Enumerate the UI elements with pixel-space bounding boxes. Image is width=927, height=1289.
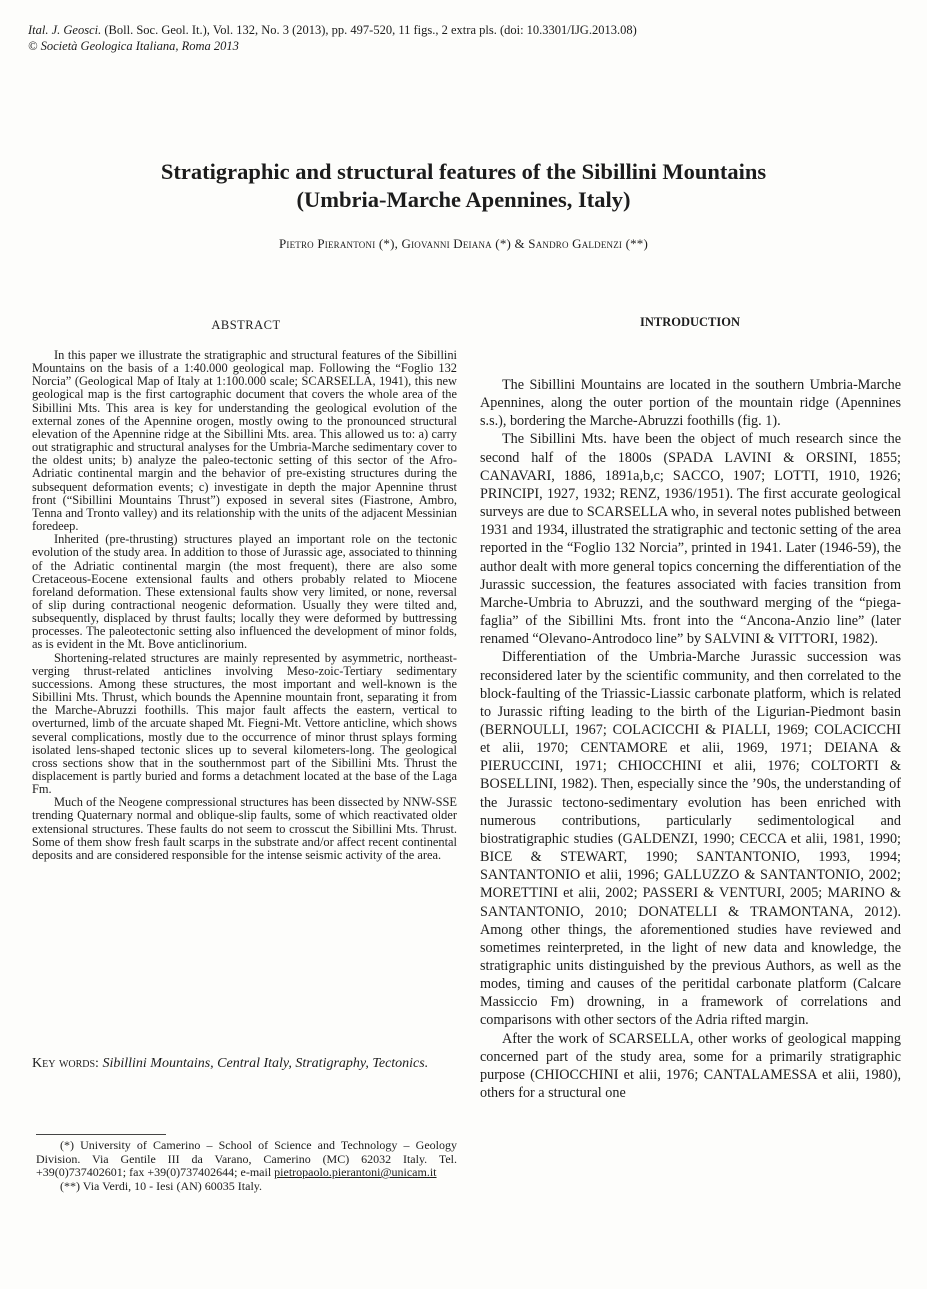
abstract-paragraph-1: In this paper we illustrate the stratigraphic and structural features of the Sibillini Mountains on the basis of a 1:40.000 geological map. Following the “Foglio 132 Norcia” (Geological Map of Italy at 1:100.000 scale; SCARSELLA, 1941), this new geological map is the first cartographic document that covers the whole area of the Sibillini Mts. This area is key for understanding the geological evolution of the external zones of the Apennine orogen, mostly owing to the pronounced structural elevation of the Apennine ridge at the Sibillini Mts. area. This allowed us to: a) carry out stratigraphic and structural analyses for the Umbria-Marche sedimentary cover to the oldest units; b) analyze the paleo-tectonic setting of this sector of the Afro-Adriatic continental margin and the behavior of pre-existing structures during the subsequent deformation events; c) investigate in depth the major Apennine thrust front (“Sibillini Mountains Thrust”) exposed in several sites (Fiastrone, Ambro, Tenna and Tronto valley) and its relationship with the units of the adjacent Messinian foredeep. (32, 348, 457, 534)
title-line-2: (Umbria-Marche Apennines, Italy) (296, 187, 631, 212)
introduction-paragraph-4: After the work of SCARSELLA, other works of geological mapping concerned part of the study area, some for a primarily stratigraphic purpose (CHIOCCHINI et alii, 1976; CANTALAMESSA et alii, 1980), others for a structural one (480, 1030, 901, 1102)
keywords-text: Sibillini Mountains, Central Italy, Stratigraphy, Tectonics. (102, 1056, 429, 1071)
footnote-1-text: (*) University of Camerino – School of Science and Technology – Geology Division. Via Gentile III da Varano, Camerino (MC) 62032 Italy. Tel. +39(0)737402601; fax +39(0)737402644; e-mail (36, 1138, 457, 1179)
introduction-body (480, 376, 901, 1102)
citation-details: (Boll. Soc. Geol. It.), Vol. 132, No. 3 (2013), pp. 497-520, 11 figs., 2 extra pls. (doi: 10.3301/IJG.2013.08) (101, 23, 637, 37)
introduction-heading: INTRODUCTION (639, 315, 740, 329)
abstract-heading: ABSTRACT (211, 318, 281, 332)
footnotes (36, 1139, 457, 1193)
title-line-1: Stratigraphic and structural features of the Sibillini Mountains (160, 159, 767, 184)
introduction-paragraph-3: Differentiation of the Umbria-Marche Jurassic succession was reconsidered later by the scientific community, and then correlated to the block-faulting of the Triassic-Liassic carbonate platform, which is related to Jurassic rifting leading to the birth of the Ligurian-Piedmont basin (BERNOULLI, 1967; COLACICCHI & PIALLI, 1969; COLACICCHI et alii, 1970; CENTAMORE et alii, 1969, 1971; DEIANA & PIERUCCINI, 1971; CHIOCCHINI et alii, 1976; COLTORTI & BOSELLINI, 1982). Then, especially since the ’90s, the understanding of the Jurassic tectono-sedimentary evolution has been enriched with numerous contributions, particularly sedimentological and biostratigraphic studies (GALDENZI, 1990; CECCA et alii, 1981, 1990; BICE & STEWART, 1990; SANTANTONIO, 1993, 1994; SANTANTONIO et alii, 1996; GALLUZZO & SANTANTONIO, 2002; MORETTINI et alii, 2002; PASSERI & VENTURI, 2005; MARINO & SANTANTONIO, 2010; DONATELLI & TRAMONTANA, 2012). Among other things, the aforementioned studies have reviewed and sometimes reinterpreted, in the light of new data and knowledge, the stratigraphic units distinguished by the previous Authors, as well as the modes, timing and causes of the peritidal carbonate platform (Calcare Massiccio Fm) drowning, in a framework of correlations and comparisons with other sectors of the Adria rifted margin. (480, 649, 901, 1029)
abstract-paragraph-3: Shortening-related structures are mainly represented by asymmetric, northeast-verging thrust-related anticlines involving Meso-zoic-Tertiary sedimentary successions. Among these structures, the most important and well-known is the Sibillini Mts. Thrust, which bounds the Apennine mountain front, separating it from the Marche-Abruzzi foothills. This major fault affects the eastern, vertical to overturned, limb of the arcuate shaped Mt. Fiegni-Mt. Vettore anticline, which shows several complications, mostly due to the occurrence of minor thrust splays forming isolated lens-shaped tectonic slices up to several kilometers-long. The geological cross sections show that in the southernmost part of the Sibillini Mts. Thrust the displacement is partly buried and forms a detachment located at the base of the Laga Fm. (32, 650, 457, 797)
footnote-affiliation-2: (**) Via Verdi, 10 - Iesi (AN) 60035 Italy. (60, 1178, 263, 1193)
footnote-divider (36, 1134, 166, 1135)
paper-title (70, 158, 857, 214)
introduction-paragraph-1: The Sibillini Mountains are located in the southern Umbria-Marche Apennines, along the outer portion of the mountain ridge (Apennines s.s.), bordering the Marche-Abruzzi foothills (fig. 1). (480, 377, 901, 430)
footnote-affiliation-1 (36, 1139, 457, 1180)
author-email-link[interactable]: pietropaolo.pierantoni@unicam.it (274, 1165, 437, 1179)
journal-name: Ital. J. Geosci. (28, 23, 102, 37)
abstract-body (32, 349, 457, 862)
citation-line (28, 22, 848, 38)
abstract-paragraph-4: Much of the Neogene compressional structures has been dissected by NNW-SSE trending Quaternary normal and oblique-slip faults, some of which reactivated older extensional structures. These faults do not seem to crosscut the Sibillini Mts. Thrust. Some of them show fresh fault scarps in the substrate and/or affect recent continental deposits and are considered responsible for the intense seismic activity of the area. (32, 795, 457, 862)
keywords-label: Key words: (32, 1056, 99, 1071)
copyright-line: © Società Geologica Italiana, Roma 2013 (28, 39, 239, 53)
introduction-paragraph-2: The Sibillini Mts. have been the object of much research since the second half of the 1800s (SPADA LAVINI & ORSINI, 1855; CANAVARI, 1886, 1891a,b,c; SACCO, 1907; LOTTI, 1910, 1926; PRINCIPI, 1927, 1932; RENZ, 1936/1951). The first accurate geological surveys are due to SCARSELLA who, in several notes published between 1931 and 1934, illustrated the stratigraphic and tectonic setting of the area reported in the “Foglio 132 Norcia”, printed in 1941. Later (1946-59), the author dealt with more general topics concerning the differentiation of the Jurassic succession, the features associated with facies transition from Marche-Umbria to Abruzzi, and the southward merging of the “piega-faglia” of the Sibillini Mts. front into the “Ancona-Anzio line” (later renamed “Olevano-Antrodoco line” by SALVINI & VITTORI, 1982). (480, 431, 901, 648)
keywords (32, 1055, 457, 1073)
abstract-paragraph-2: Inherited (pre-thrusting) structures played an important role on the tectonic evolution of the study area. In addition to those of Jurassic age, associated to thinning of the Adriatic continental margin (the most frequent), there are also some Cretaceous-Eocene extensional faults and others probably related to Miocene foreland deformation. These extensional faults show very limited, or none, reversal of slip during contractional neogenic deformation. Usually they were tilted and, subsequently, displaced by thrust faults; locally they were deformed by buttressing processes. The paleotectonic setting also influenced the development of minor folds, as is evident in the Mt. Bove anticlinorium. (32, 532, 457, 652)
journal-header (28, 22, 848, 54)
author-list: Pietro Pierantoni (*), Giovanni Deiana (*) & Sandro Galdenzi (**) (278, 236, 649, 251)
